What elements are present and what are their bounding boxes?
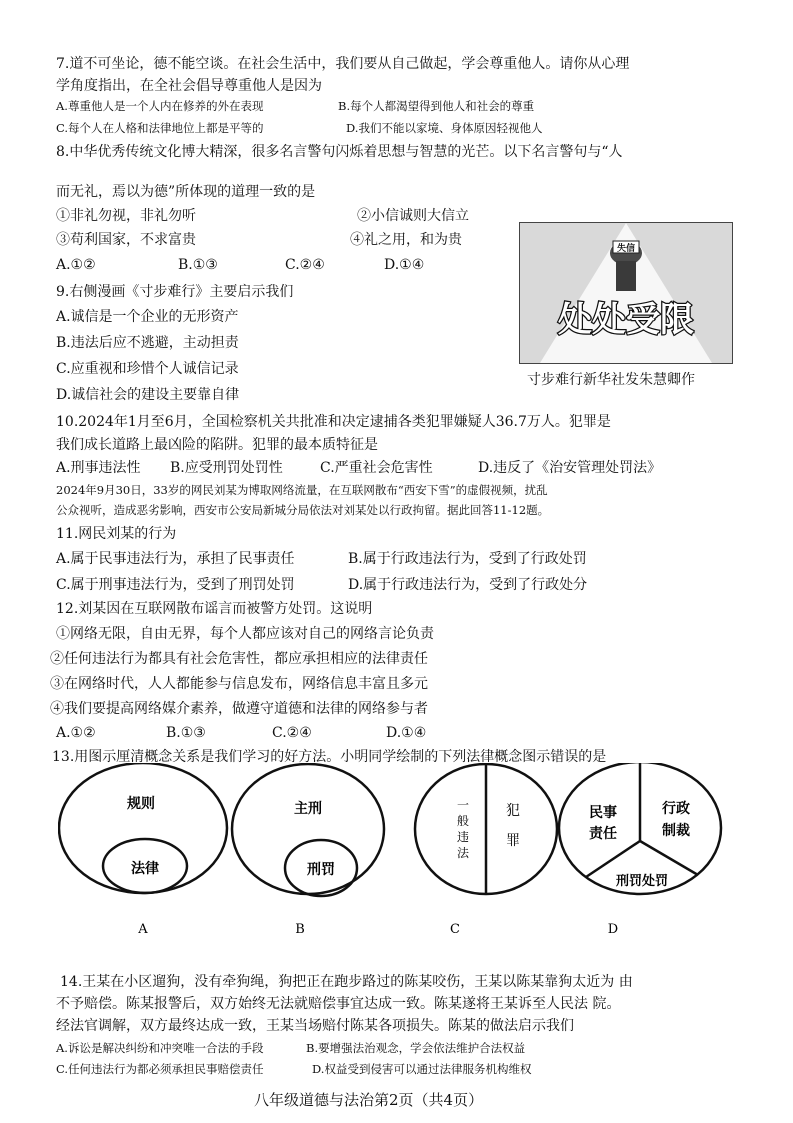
- q10-option-d: D.违反了《治安管理处罚法》: [478, 460, 662, 476]
- diagram-b: [232, 764, 384, 937]
- diagram-c-right-char-1: 犯: [506, 803, 520, 819]
- q10-option-a: A.刑事违法性: [56, 460, 141, 476]
- q14-option-b: B.要增强法治观念，学会依法维护合法权益: [306, 1041, 526, 1055]
- diagram-c-left-char-4: 法: [456, 846, 470, 860]
- q12-item-3: ③在网络时代，人人都能参与信息发布，网络信息丰富且多元: [50, 676, 428, 692]
- q11-option-a: A.属于民事违法行为，承担了民事责任: [56, 551, 295, 567]
- diagram-a-inner-label: 法律: [131, 861, 159, 877]
- q8-stem: 8.中华优秀传统文化博大精深，很多名言警句闪烁着思想与智慧的光芒。以下名言警句与“人: [56, 144, 623, 160]
- q8-option-b: B.①③: [178, 257, 218, 273]
- q8-item-3: ③苟利国家，不求富贵: [56, 232, 196, 248]
- diagram-a-letter: A: [138, 922, 148, 937]
- material-line-1: 2024年9月30日，33岁的网民刘某为博取网络流量，在互联网散布“西安下雪”的虚假视频，扰乱: [56, 483, 548, 497]
- cartoon-banner: 处处受限: [558, 300, 694, 340]
- q12-option-b: B.①③: [166, 725, 206, 741]
- diagram-c-left-char-2: 般: [456, 814, 470, 828]
- q8-item-1: ①非礼勿视，非礼勿听: [56, 208, 196, 224]
- q7-option-c: C.每个人在人格和法律地位上都是平等的: [56, 121, 264, 135]
- q7-option-a: A.尊重他人是一个人内在修养的外在表现: [56, 99, 264, 113]
- cartoon-illustration: [519, 222, 733, 364]
- q8-item-2: ②小信诚则大信立: [357, 208, 469, 224]
- q7-stem: 7.道不可坐论，德不能空谈。在社会生活中，我们要从自己做起，学会尊重他人。请你从心理: [56, 56, 630, 72]
- q12-stem: 12.刘某因在互联网散布谣言而被警方处罚。这说明: [56, 601, 373, 617]
- q12-item-2: ②任何违法行为都具有社会危害性，都应承担相应的法律责任: [50, 651, 428, 667]
- diagram-a: [59, 763, 227, 937]
- diagram-d-right-label-2: 制裁: [662, 823, 690, 839]
- diagram-d-left-label: 民事: [589, 805, 617, 821]
- diagram-d-right-label: 行政: [662, 801, 690, 817]
- q10-stem: 10.2024年1月至6月，全国检察机关共批准和决定逮捕各类犯罪嫌疑人36.7万人。犯罪是: [56, 414, 611, 430]
- cartoon-drawing: [520, 223, 732, 363]
- q7-option-b: B.每个人都渴望得到他人和社会的尊重: [338, 99, 535, 113]
- q11-stem: 11.网民刘某的行为: [56, 526, 177, 542]
- q8-item-4: ④礼之用，和为贵: [350, 232, 462, 248]
- q11-option-b: B.属于行政违法行为，受到了行政处罚: [348, 551, 587, 567]
- diagram-b-inner-label: 刑罚: [307, 862, 335, 878]
- q9-option-c: C.应重视和珍惜个人诚信记录: [56, 361, 239, 377]
- q8-option-c: C.②④: [285, 257, 325, 273]
- q9-option-d: D.诚信社会的建设主要靠自律: [56, 387, 240, 403]
- material-line-2: 公众视听，造成恶劣影响，西安市公安局新城分局依法对刘某处以行政拘留。据此回答11-12题。: [56, 503, 550, 517]
- q8-option-d: D.①④: [384, 257, 425, 273]
- diagram-b-letter: B: [295, 922, 305, 937]
- q10-option-b: B.应受刑罚处罚性: [170, 460, 283, 476]
- q9-stem: 9.右侧漫画《寸步难行》主要启示我们: [56, 284, 294, 300]
- q12-item-1: ①网络无限，自由无界，每个人都应该对自己的网络言论负责: [56, 626, 434, 642]
- q8-stem-cont: 而无礼，焉以为德”所体现的道理一致的是: [56, 184, 316, 200]
- q13-concept-diagrams: [58, 763, 724, 943]
- q9-option-b: B.违法后应不逃避，主动担责: [56, 335, 239, 351]
- q10-option-c: C.严重社会危害性: [320, 460, 433, 476]
- q7-option-d: D.我们不能以家境、身体原因轻视他人: [346, 121, 543, 135]
- diagram-c: [415, 764, 557, 937]
- q14-option-a: A.诉讼是解决纠纷和冲突唯一合法的手段: [56, 1041, 264, 1055]
- sign-text: 失信: [616, 244, 636, 254]
- q14-stem: 14.王某在小区遛狗，没有牵狗绳，狗把正在跑步路过的陈某咬伤，王某以陈某靠狗太近为 由: [60, 974, 633, 990]
- diagram-a-outer-label: 规则: [127, 796, 155, 812]
- diagram-d: [559, 763, 721, 937]
- diagram-c-left-char-1: 一: [456, 798, 470, 812]
- q14-stem-cont-2: 经法官调解，双方最终达成一致，王某当场赔付陈某各项损失。陈某的做法启示我们: [56, 1018, 574, 1034]
- q14-option-c: C.任何违法行为都必须承担民事赔偿责任: [56, 1062, 264, 1076]
- diagram-c-letter: C: [450, 922, 460, 937]
- q12-option-d: D.①④: [386, 725, 427, 741]
- q12-option-a: A.①②: [56, 725, 96, 741]
- diagram-d-left-label-2: 责任: [589, 826, 617, 842]
- q11-option-d: D.属于行政违法行为，受到了行政处分: [348, 577, 588, 593]
- q14-stem-cont-1: 不予赔偿。陈某报警后，双方始终无法就赔偿事宜达成一致。陈某遂将王某诉至人民法 院。: [56, 996, 621, 1012]
- diagram-c-right-char-2: 罪: [506, 833, 520, 849]
- q11-option-c: C.属于刑事违法行为，受到了刑罚处罚: [56, 577, 295, 593]
- q14-option-d: D.权益受到侵害可以通过法律服务机构维权: [312, 1062, 532, 1076]
- q13-stem: 13.用图示厘清概念关系是我们学习的好方法。小明同学绘制的下列法律概念图示错误的是: [52, 749, 607, 765]
- cartoon-caption: 寸步难行新华社发朱慧卿作: [527, 372, 695, 388]
- q10-stem-cont: 我们成长道路上最凶险的陷阱。犯罪的最本质特征是: [56, 437, 378, 453]
- page-footer: 八年级道德与法治第2页（共4页）: [254, 1091, 484, 1109]
- diagram-c-left-char-3: 违: [456, 830, 470, 844]
- q12-option-c: C.②④: [272, 725, 312, 741]
- q9-option-a: A.诚信是一个企业的无形资产: [56, 309, 239, 325]
- diagram-d-bottom-label: 刑罚处罚: [615, 874, 669, 889]
- diagram-b-outer-label: 主刑: [294, 801, 322, 817]
- q12-item-4: ④我们要提高网络媒介素养，做遵守道德和法律的网络参与者: [50, 701, 428, 717]
- q7-stem-cont: 学角度指出，在全社会倡导尊重他人是因为: [56, 78, 322, 94]
- diagram-d-letter: D: [607, 922, 619, 937]
- q8-option-a: A.①②: [56, 257, 96, 273]
